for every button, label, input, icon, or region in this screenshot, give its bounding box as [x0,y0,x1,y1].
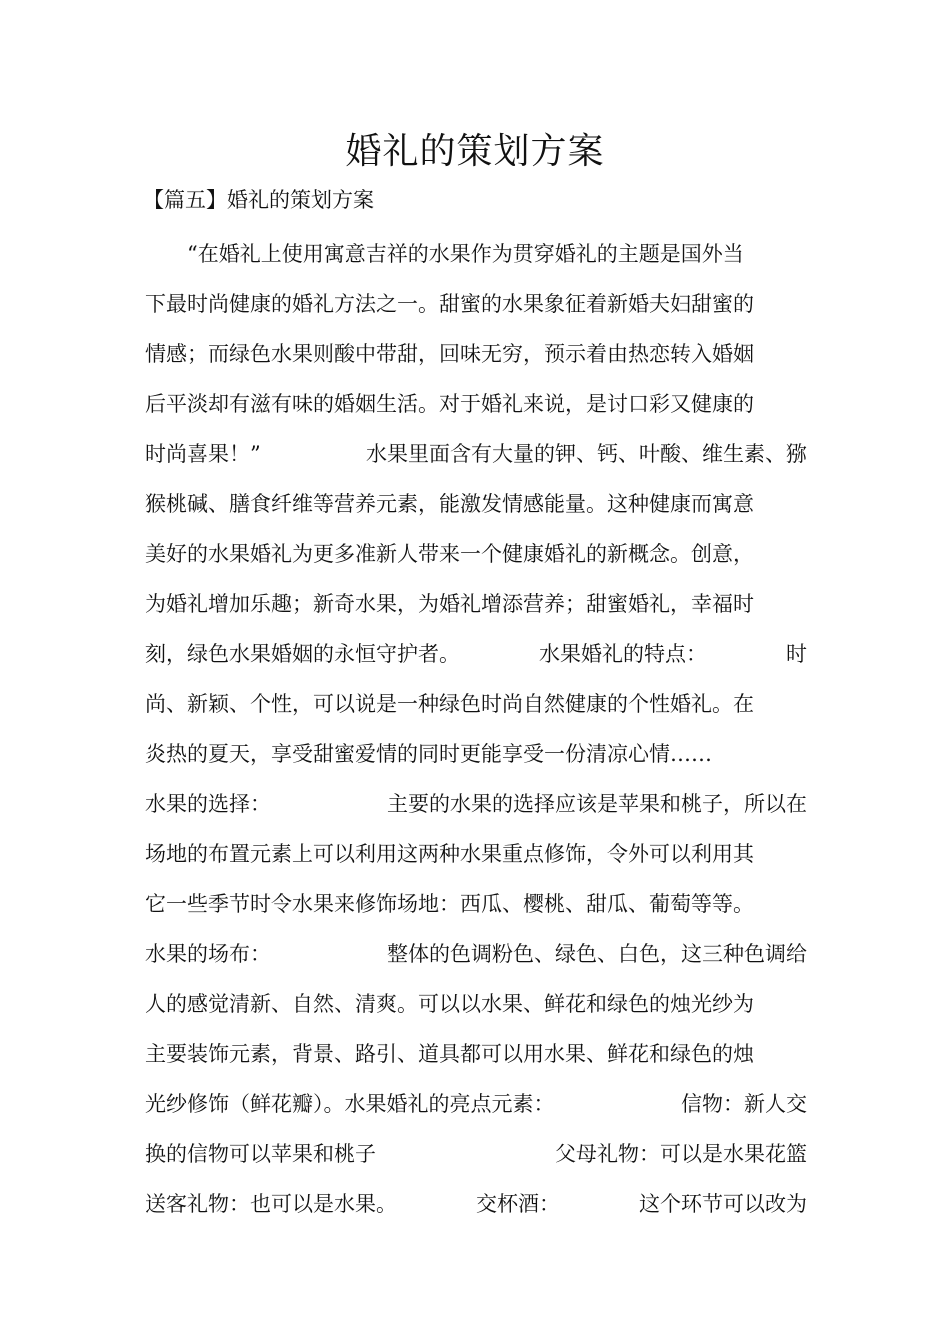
text-segment: 时尚喜果！” [145,442,261,466]
text-segment: 下最时尚健康的婚礼方法之一。甜蜜的水果象征着新婚夫妇甜蜜的 [145,292,754,316]
text-line [145,779,807,829]
text-segment: 信物：新人交 [681,1092,807,1116]
text-segment: 时 [786,642,807,666]
text-line [145,229,807,279]
text-segment: 整体的色调粉色、绿色、白色，这三种色调给 [387,942,807,966]
text-segment: 水果里面含有大量的钾、钙、叶酸、维生素、猕 [366,442,807,466]
text-segment: 主要装饰元素，背景、路引、道具都可以用水果、鲜花和绿色的烛 [145,1042,754,1066]
text-line [145,929,807,979]
text-line [145,279,807,329]
section-heading: 【篇五】婚礼的策划方案 [143,188,374,212]
text-line [145,879,807,929]
text-line [145,1029,807,1079]
text-line [145,679,807,729]
text-segment: 尚、新颖、个性，可以说是一种绿色时尚自然健康的个性婚礼。在 [145,692,754,716]
text-line [145,579,807,629]
text-segment: 场地的布置元素上可以利用这两种水果重点修饰，令外可以利用其 [145,842,754,866]
text-line [145,979,807,1029]
text-line [145,629,807,679]
text-segment: 光纱修饰（鲜花瓣）。水果婚礼的亮点元素： [145,1092,555,1116]
text-segment: 为婚礼增加乐趣；新奇水果，为婚礼增添营养；甜蜜婚礼，幸福时 [145,592,754,616]
text-segment: 炎热的夏天，享受甜蜜爱情的同时更能享受一份清凉心情…… [145,742,712,766]
text-line [145,479,807,529]
text-segment: 水果婚礼的特点： [539,642,707,666]
text-line [145,829,807,879]
text-line [145,529,807,579]
text-line [145,329,807,379]
text-line [145,429,807,479]
text-segment: 送客礼物：也可以是水果。 [145,1192,397,1216]
text-segment: 父母礼物：可以是水果花篮 [555,1142,807,1166]
text-segment: 换的信物可以苹果和桃子 [145,1142,376,1166]
text-segment: “在婚礼上使用寓意吉祥的水果作为贯穿婚礼的主题是国外当 [187,242,744,266]
text-line [145,379,807,429]
text-segment: 交杯酒： [476,1192,560,1216]
text-segment: 水果的选择： [145,792,271,816]
document-title: 婚礼的策划方案 [345,131,605,172]
text-segment: 它一些季节时令水果来修饰场地：西瓜、樱桃、甜瓜、葡萄等等。 [145,892,754,916]
text-segment: 这个环节可以改为 [639,1192,807,1216]
text-segment: 猴桃碱、膳食纤维等营养元素，能激发情感能量。这种健康而寓意 [145,492,754,516]
text-segment: 刻，绿色水果婚姻的永恒守护者。 [145,642,460,666]
text-line [145,1129,807,1179]
body-text [145,229,807,1229]
text-line [145,1179,807,1229]
text-line [145,729,807,779]
text-segment: 情感；而绿色水果则酸中带甜，回味无穷，预示着由热恋转入婚姻 [145,342,754,366]
text-segment: 人的感觉清新、自然、清爽。可以以水果、鲜花和绿色的烛光纱为 [145,992,754,1016]
text-segment: 后平淡却有滋有味的婚姻生活。对于婚礼来说，是讨口彩又健康的 [145,392,754,416]
text-segment: 主要的水果的选择应该是苹果和桃子，所以在 [387,792,807,816]
text-segment: 水果的场布： [145,942,271,966]
text-line [145,1079,807,1129]
text-segment: 美好的水果婚礼为更多准新人带来一个健康婚礼的新概念。创意， [145,542,754,566]
